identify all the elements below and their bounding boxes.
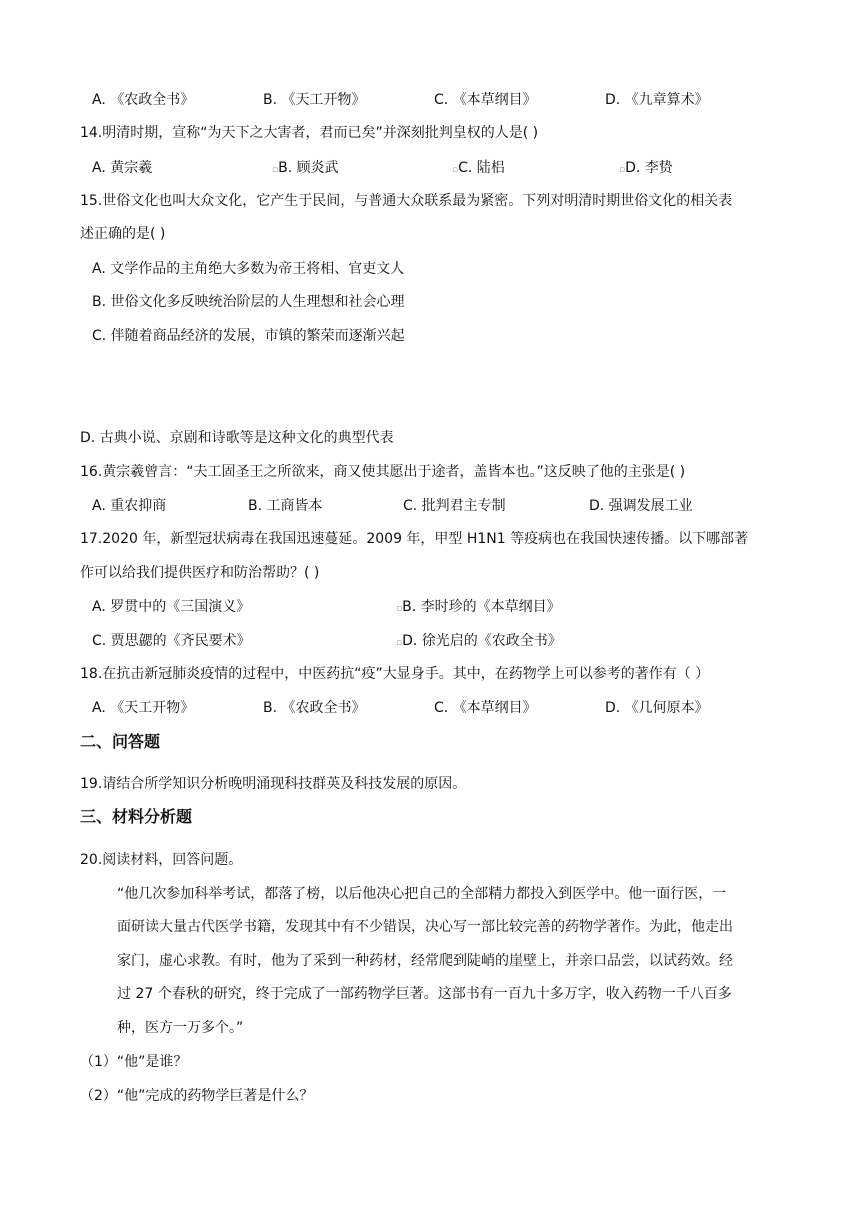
q17-stem-line1: 17.2020 年，新型冠状病毒在我国迅速蔓延。2009 年，甲型 H1N1 等疫病也在我国快速传播。以下哪部著	[80, 531, 749, 547]
q17-option-b: ▫B. 李时珍的《本草纲目》	[396, 599, 561, 615]
section-heading-qa: 二、问答题	[80, 732, 161, 751]
q16-option-d: D. 强调发展工业	[589, 498, 693, 514]
q15-option-b: B. 世俗文化多反映统治阶层的人生理想和社会心理	[92, 294, 405, 310]
q19-stem: 19.请结合所学知识分析晚明涌现科技群英及科技发展的原因。	[80, 776, 467, 792]
q15-stem-line2: 述正确的是( )	[80, 226, 166, 242]
q15-stem-line1: 15.世俗文化也叫大众文化，它产生于民间，与普通大众联系最为紧密。下列对明清时期世俗文化的相关表	[80, 193, 733, 209]
q17-stem-line2: 作可以给我们提供医疗和防治帮助？( )	[80, 565, 320, 581]
q18-option-b: B. 《农政全书》	[263, 700, 366, 716]
q13-option-a: A. 《农政全书》	[92, 92, 195, 108]
q18-option-c: C. 《本草纲目》	[434, 700, 537, 716]
q15-option-a: A. 文学作品的主角绝大多数为帝王将相、官吏文人	[92, 261, 405, 277]
q20-material-line1: “他几次参加科举考试，都落了榜，以后他决心把自己的全部精力都投入到医学中。他一面行医，一	[117, 886, 727, 902]
q16-option-c: C. 批判君主专制	[403, 498, 506, 514]
q18-stem: 18.在抗击新冠肺炎疫情的过程中，中医药抗“疫”大显身手。其中，在药物学上可以参考的著作有（ ）	[80, 666, 710, 682]
q18-option-a: A. 《天工开物》	[92, 700, 195, 716]
q13-option-c: C. 《本草纲目》	[434, 92, 537, 108]
q20-stem: 20.阅读材料，回答问题。	[80, 852, 243, 868]
q20-material-line2: 面研读大量古代医学书籍，发现其中有不少错误，决心写一部比较完善的药物学著作。为此，他走出	[117, 919, 733, 935]
q20-material-line5: 种，医方一万多个。”	[117, 1020, 244, 1036]
q20-material-line4: 过 27 个春秋的研究，终于完成了一部药物学巨著。这部书有一百九十多万字，收入药物一千八百多	[117, 986, 732, 1002]
q20-material-line3: 家门，虚心求教。有时，他为了采到一种药材，经常爬到陡峭的崖壁上，并亲口品尝，以试药效。经	[117, 953, 733, 969]
q16-option-b: B. 工商皆本	[248, 498, 323, 514]
q15-option-d: D. 古典小说、京剧和诗歌等是这种文化的典型代表	[80, 430, 394, 446]
q14-option-c: ▫C. 陆梠	[452, 160, 505, 176]
q14-option-d: ▫D. 李贽	[619, 160, 673, 176]
q17-option-a: A. 罗贯中的《三国演义》	[92, 599, 251, 615]
q17-option-c: C. 贾思勰的《齐民要术》	[92, 633, 251, 649]
q14-stem: 14.明清时期，宣称“为天下之大害者，君而已矣”并深刻批判皇权的人是( )	[80, 125, 539, 141]
q13-option-b: B. 《天工开物》	[263, 92, 366, 108]
q16-stem: 16.黄宗羲曾言：“夫工固圣王之所欲来，商又使其愿出于途者，盖皆本也。”这反映了他的主张是( )	[80, 464, 686, 480]
q20-subquestion-2: （2）“他”完成的药物学巨著是什么？	[80, 1088, 314, 1104]
q20-subquestion-1: （1）“他”是谁？	[80, 1054, 188, 1070]
q13-option-d: D. 《九章算术》	[605, 92, 709, 108]
q14-option-a: A. 黄宗羲	[92, 160, 153, 176]
section-heading-material: 三、材料分析题	[80, 807, 193, 826]
q16-option-a: A. 重农抑商	[92, 498, 167, 514]
q17-option-d: ▫D. 徐光启的《农政全书》	[396, 633, 562, 649]
q18-option-d: D. 《几何原本》	[605, 700, 709, 716]
q14-option-b: ▫B. 顾炎武	[272, 160, 339, 176]
q15-option-c: C. 伴随着商品经济的发展，市镇的繁荣而逐渐兴起	[92, 328, 405, 344]
